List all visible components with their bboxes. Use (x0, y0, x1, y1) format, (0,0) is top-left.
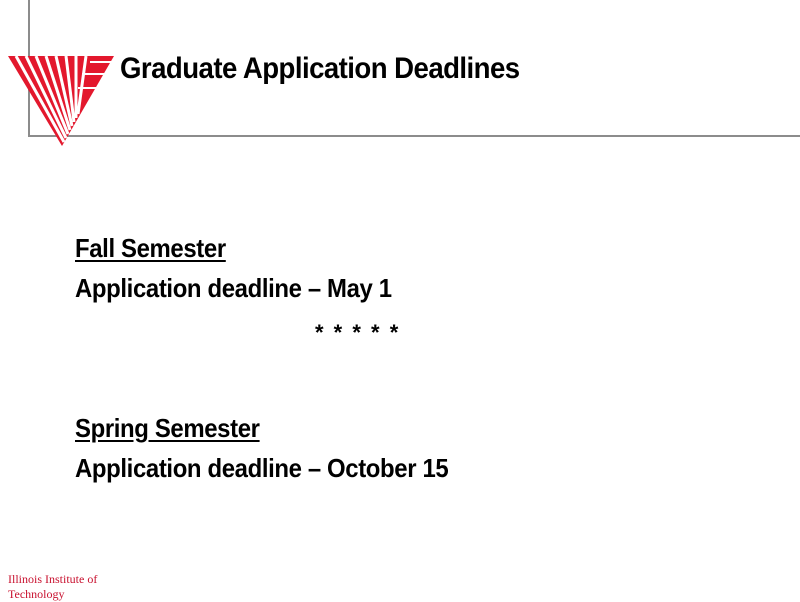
section-heading-fall: Fall Semester (75, 233, 226, 263)
section-heading-spring: Spring Semester (75, 413, 260, 443)
red-triangle-logo-icon (6, 54, 116, 148)
slide-title: Graduate Application Deadlines (120, 52, 520, 85)
footer-organization: Illinois Institute of Technology (8, 572, 98, 601)
frame-horizontal-rule (28, 135, 800, 137)
asterisk-separator: * * * * * (315, 320, 401, 345)
spring-semester-section (75, 408, 775, 494)
fall-semester-section (75, 228, 775, 314)
deadline-text-fall: Application deadline – May 1 (75, 273, 392, 303)
deadline-text-spring: Application deadline – October 15 (75, 453, 449, 483)
